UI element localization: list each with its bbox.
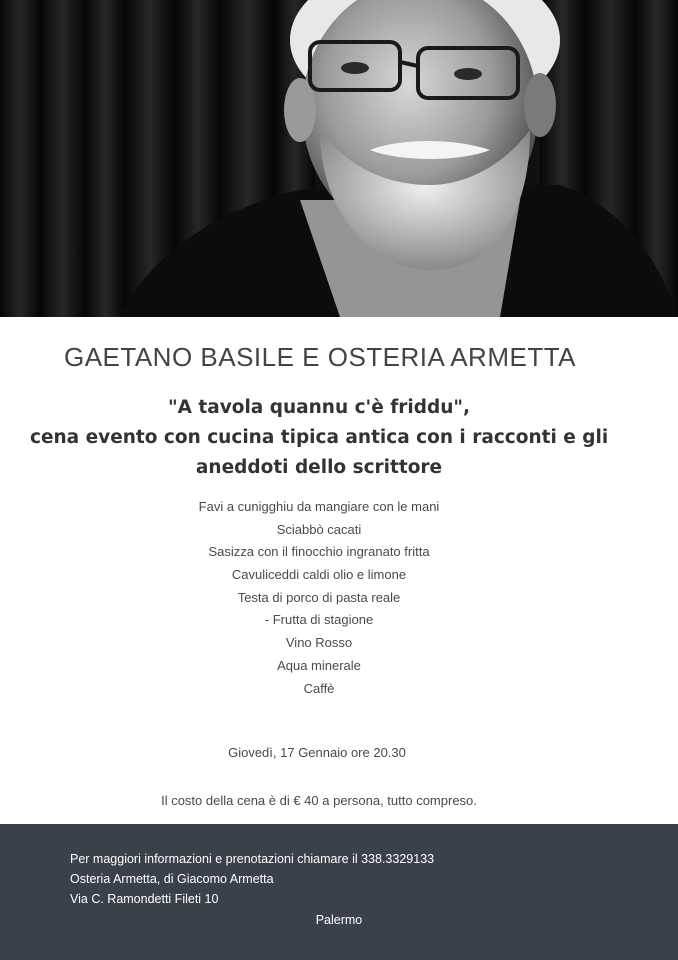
menu-item: Vino Rosso (285, 635, 353, 651)
menu-item: Testa di porco di pasta reale (237, 589, 401, 605)
subtitle-line: "A tavola quannu c'è friddu", (167, 397, 471, 418)
menu-item: Sasizza con il finocchio ingranato fritta (208, 544, 430, 560)
page-title: GAETANO BASILE E OSTERIA ARMETTA (63, 342, 577, 372)
event-date: Giovedì, 17 Gennaio ore 20.30 (228, 745, 406, 760)
venue-name: Osteria Armetta, di Giacomo Armetta (70, 872, 274, 886)
subtitle-line: cena evento con cucina tipica antica con i racconti e gli (30, 427, 609, 448)
menu-item: Sciabbò cacati (276, 521, 362, 537)
portrait-illustration (0, 0, 678, 317)
contact-info: Per maggiori informazioni e prenotazioni chiamare il 338.3329133 (70, 852, 435, 866)
menu-list (0, 496, 638, 700)
menu-item: Aqua minerale (277, 657, 361, 673)
venue-address: Via C. Ramondetti Fileti 10 (70, 892, 219, 906)
portrait-photo (0, 0, 678, 317)
venue-city: Palermo (315, 913, 363, 927)
event-subtitle (30, 393, 608, 483)
menu-item: - Frutta di stagione (264, 612, 374, 628)
subtitle-line: aneddoti dello scrittore (195, 457, 443, 478)
menu-item: Favi a cunigghiu da mangiare con le mani (198, 499, 440, 514)
menu-item: Cavuliceddi caldi olio e limone (231, 567, 407, 583)
menu-item: Caffè (303, 680, 335, 696)
contact-footer (0, 824, 678, 960)
event-price: Il costo della cena è di € 40 a persona, tutto compreso. (161, 793, 477, 808)
